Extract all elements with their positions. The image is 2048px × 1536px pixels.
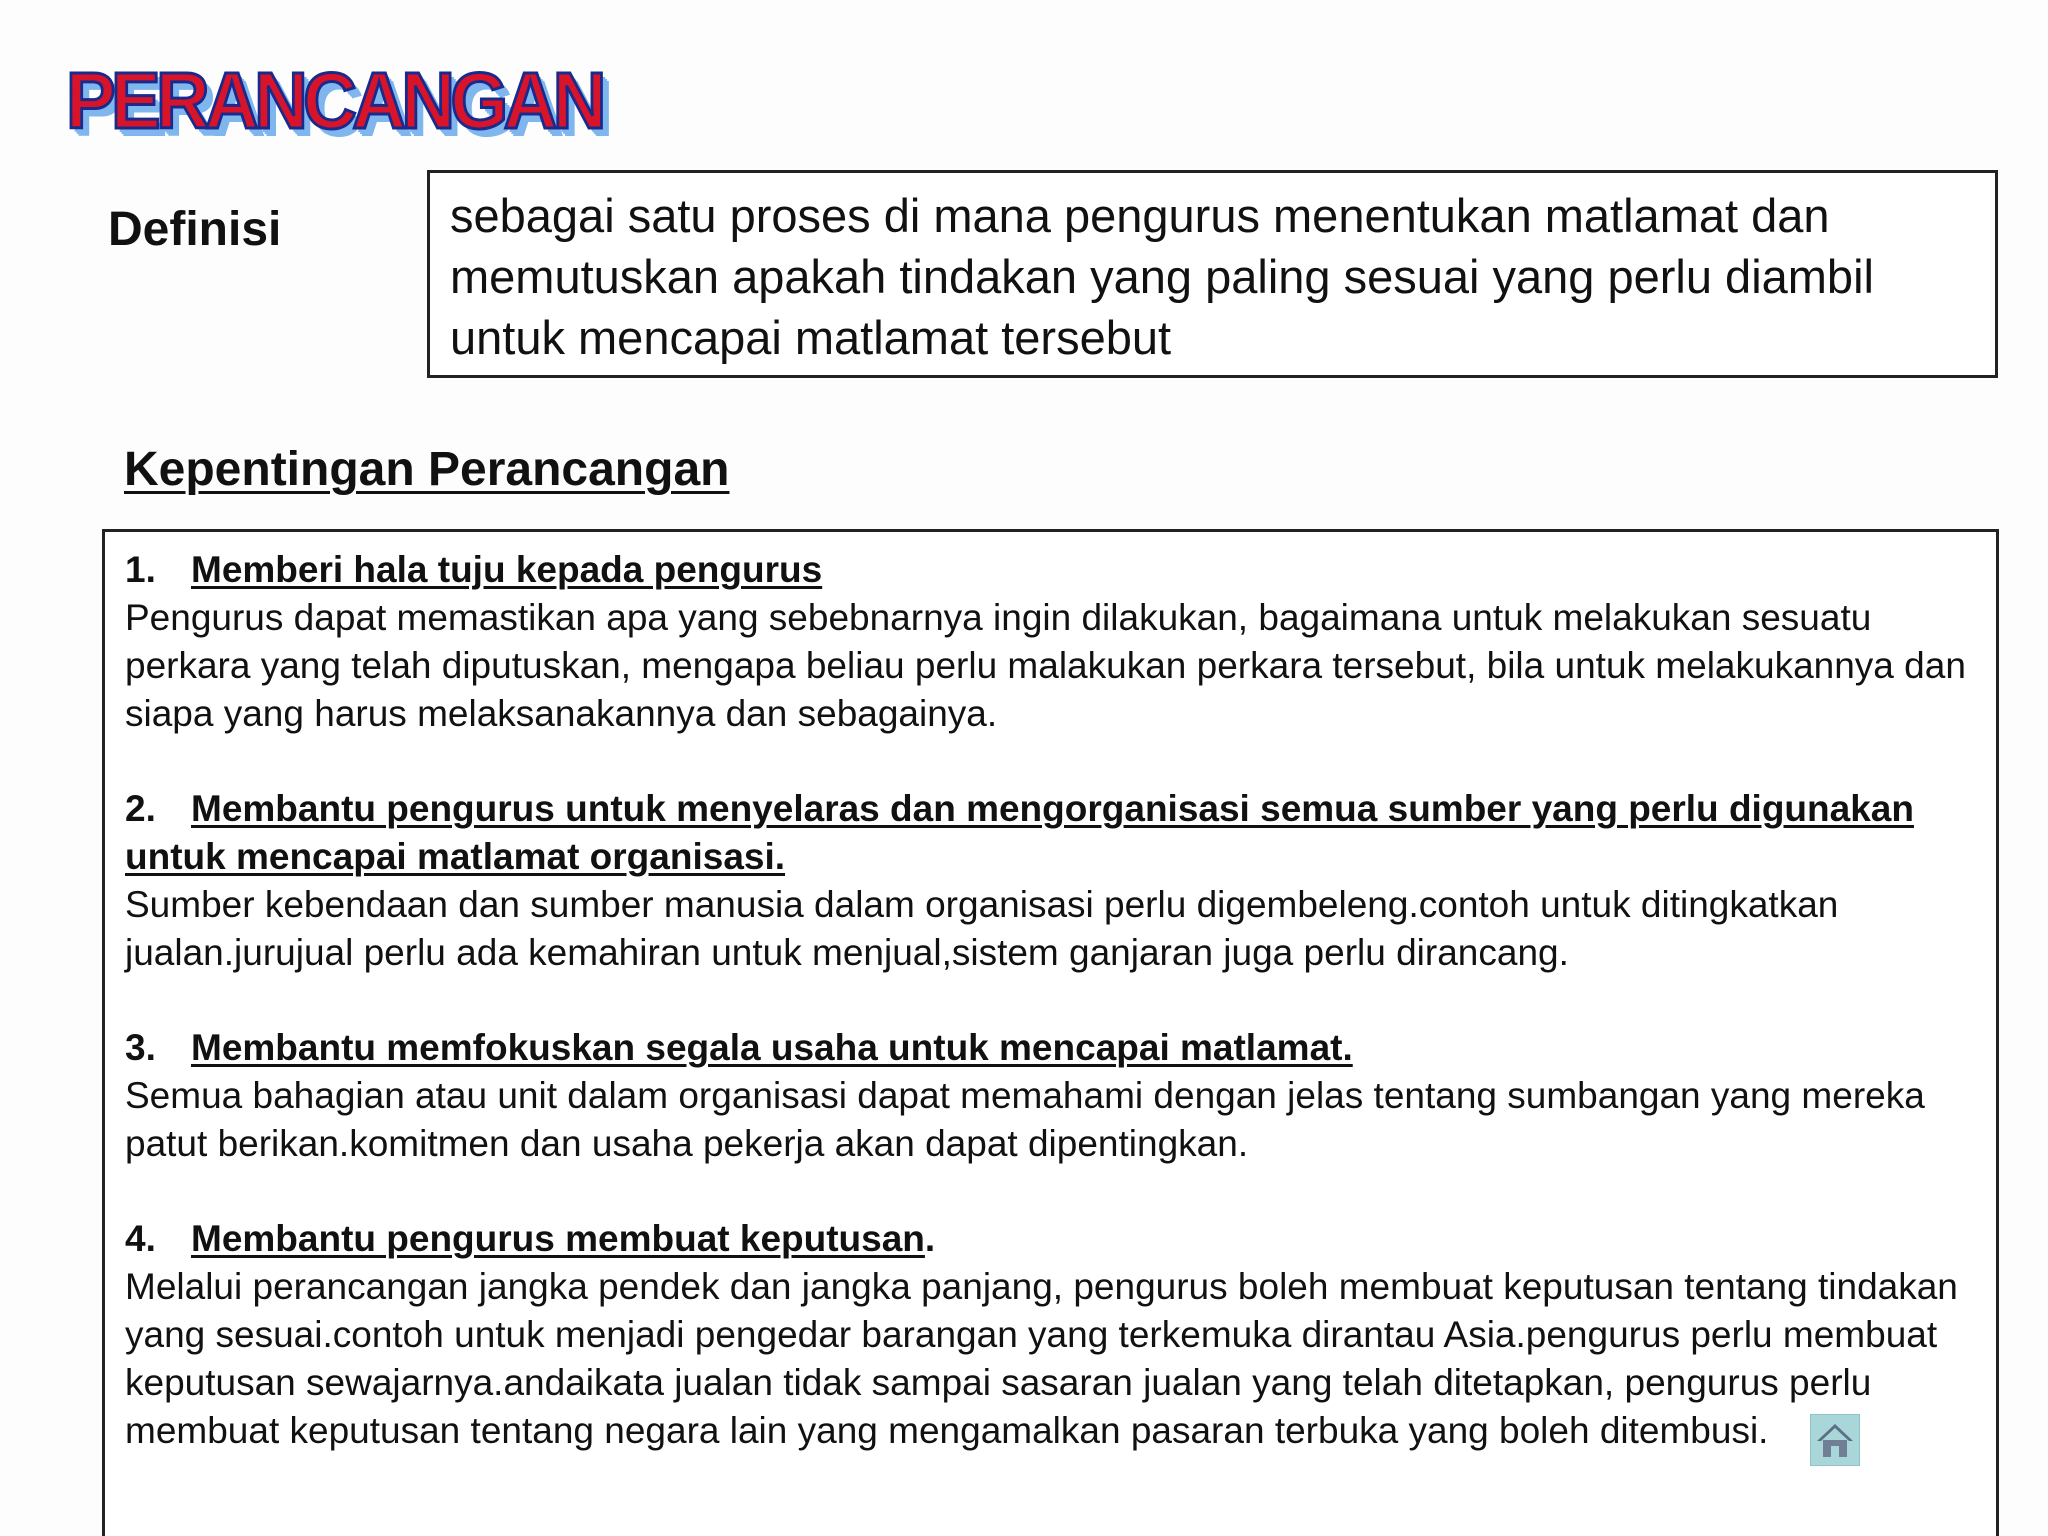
importance-item-2: [125, 785, 1976, 977]
definition-label: Definisi: [108, 203, 282, 256]
item-title-row: [125, 1215, 1976, 1263]
item-title: Memberi hala tuju kepada pengurus: [191, 549, 823, 590]
item-body: Melalui perancangan jangka pendek dan jangka panjang, pengurus boleh membuat keputusan tentang tindakan yang sesuai.contoh untuk menjadi pengedar barangan yang terkemuka dirantau Asia.pengurus perlu membuat keputusan sewajarnya.andaikata jualan tidak sampai sasaran jualan yang telah ditetapkan, pengurus perlu membuat keputusan tentang negara lain yang mengamalkan pasaran terbuka yang boleh ditembusi.: [125, 1266, 1958, 1451]
item-number: 4.: [125, 1218, 156, 1259]
item-title-row: [125, 1024, 1976, 1072]
item-title: Membantu pengurus membuat keputusan: [191, 1218, 925, 1259]
item-title: Membantu memfokuskan segala usaha untuk mencapai matlamat.: [191, 1027, 1353, 1068]
item-body: Semua bahagian atau unit dalam organisasi dapat memahami dengan jelas tentang sumbangan yang mereka patut berikan.komitmen dan usaha pekerja akan dapat dipentingkan.: [125, 1075, 1925, 1164]
importance-box: [102, 529, 1999, 1536]
importance-item-4: [125, 1215, 1976, 1455]
definition-box: [427, 170, 1998, 378]
importance-item-3: [125, 1024, 1976, 1168]
item-title-row: [125, 546, 1976, 594]
item-number: 1.: [125, 549, 156, 590]
item-number: 2.: [125, 788, 156, 829]
slide-title-wordart: PERANCANGAN: [66, 56, 602, 145]
item-body: Pengurus dapat memastikan apa yang sebebnarnya ingin dilakukan, bagaimana untuk melakukan sesuatu perkara yang telah diputuskan, mengapa beliau perlu malakukan perkara tersebut, bila untuk melakukannya dan siapa yang harus melaksanakannya dan sebagainya.: [125, 597, 1966, 734]
item-number: 3.: [125, 1027, 156, 1068]
definition-text: sebagai satu proses di mana pengurus menentukan matlamat dan memutuskan apakah tindakan yang paling sesuai yang perlu diambil untuk mencapai matlamat tersebut: [450, 189, 1874, 364]
item-title: Membantu pengurus untuk menyelaras dan mengorganisasi semua sumber yang perlu digunakan untuk mencapai matlamat organisasi.: [125, 788, 1914, 877]
importance-heading: Kepentingan Perancangan: [124, 443, 730, 496]
home-button[interactable]: [1810, 1414, 1860, 1466]
item-title-row: [125, 785, 1976, 881]
home-icon: [1811, 1415, 1859, 1465]
importance-item-1: [125, 546, 1976, 738]
item-title-suffix: .: [924, 1218, 936, 1259]
item-body: Sumber kebendaan dan sumber manusia dalam organisasi perlu digembeleng.contoh untuk ditingkatkan jualan.jurujual perlu ada kemahiran untuk menjual,sistem ganjaran juga perlu dirancang.: [125, 884, 1839, 973]
